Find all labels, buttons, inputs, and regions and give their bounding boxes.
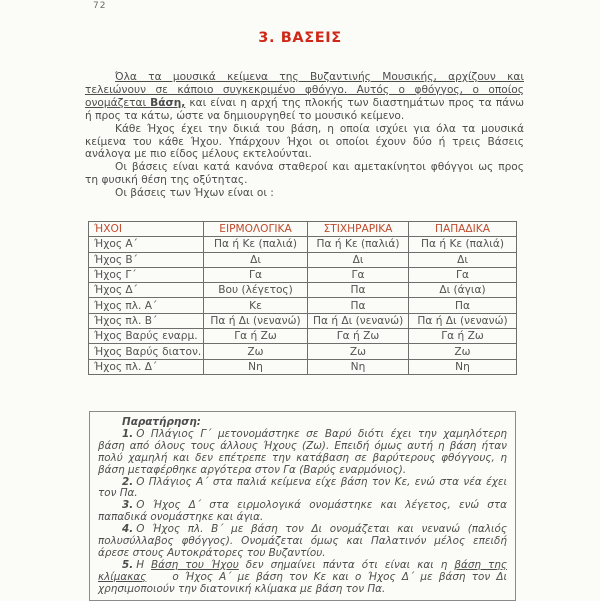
table-cell: Ήχος Βαρύς διατον. bbox=[89, 344, 204, 359]
table-cell: Ήχος Δ΄ bbox=[89, 283, 204, 298]
table-cell: Πα ή Κε (παλιά) bbox=[204, 237, 308, 252]
table-cell: Ήχος πλ. Δ΄ bbox=[89, 359, 204, 374]
table-cell: Πα bbox=[308, 298, 409, 313]
underlined-phrase: Βάση του Ήχου bbox=[151, 558, 239, 571]
table-row bbox=[89, 313, 517, 328]
note-item-text: δεν σημαίνει πάντα ότι είναι και η bbox=[238, 558, 455, 571]
table-cell: Ήχος Β΄ bbox=[89, 252, 204, 267]
table-cell: Γα bbox=[308, 267, 409, 282]
note-item-text: Η bbox=[136, 558, 152, 571]
table-cell: Πα ή Δι (νενανώ) bbox=[204, 313, 308, 328]
header-stichirarika: ΣΤΙΧΗΡΑΡΙΚΑ bbox=[308, 222, 409, 237]
table-row bbox=[89, 252, 517, 267]
table-cell: Νη bbox=[308, 359, 409, 374]
table-cell: Δι bbox=[204, 252, 308, 267]
table-cell: Νη bbox=[204, 359, 308, 374]
table-cell: Πα ή Δι (νενανώ) bbox=[308, 313, 409, 328]
table-cell: Δι bbox=[308, 252, 409, 267]
page-number: 72 bbox=[93, 1, 107, 11]
table-cell: Γα ή Ζω bbox=[204, 329, 308, 344]
table-row bbox=[89, 329, 517, 344]
table-cell: Ήχος Γ΄ bbox=[89, 267, 204, 282]
paragraph-1-rest: και είναι η αρχή της πλοκής των διαστημάτων προς τα πάνω ή προς τα κάτω, ώστε να δημιουργηθεί το μουσικό κείμενο. bbox=[85, 96, 525, 122]
table-header-row bbox=[89, 222, 517, 237]
table-cell: Πα ή Δι (νενανώ) bbox=[409, 313, 517, 328]
note-item-text: Ο Ήχος πλ. Β΄ με βάση τον Δι ονομάζεται και νενανώ (παλιός πολυσύλλαβος φθόγγος). Ονομάζεται όμως και Παλατινόν μέλος επειδή άρεσε στους Αυτοκράτορες του Βυζαντίου. bbox=[98, 523, 507, 559]
table-cell: Γα ή Ζω bbox=[409, 329, 517, 344]
header-ichoi: ΉΧΟΙ bbox=[89, 222, 204, 237]
note-item-number: 3. bbox=[122, 499, 134, 512]
note-item-4 bbox=[98, 524, 507, 560]
intro-paragraphs bbox=[85, 71, 524, 200]
table-cell: Πα ή Κε (παλιά) bbox=[409, 237, 517, 252]
note-item-text: Ο Ήχος Δ΄ στα ειρμολογικά ονομάστηκε και λέγετος, ενώ στα παπαδικά ονομάστηκε και άγια. bbox=[98, 499, 507, 524]
table-cell: Δι bbox=[409, 252, 517, 267]
note-title: Παρατήρηση: bbox=[122, 416, 201, 428]
table-cell: Πα ή Κε (παλιά) bbox=[308, 237, 409, 252]
note-item-2 bbox=[98, 477, 507, 501]
table-cell: Ήχος πλ. Α΄ bbox=[89, 298, 204, 313]
page-title: 3. ΒΑΣΕΙΣ bbox=[258, 30, 342, 46]
table-cell: Δι (άγια) bbox=[409, 283, 517, 298]
note-item-1 bbox=[98, 429, 507, 477]
table-cell: Κε bbox=[204, 298, 308, 313]
note-item-number: 1. bbox=[122, 427, 134, 440]
table-row bbox=[89, 298, 517, 313]
table-row bbox=[89, 344, 517, 359]
table-row bbox=[89, 283, 517, 298]
note-item-5 bbox=[98, 560, 507, 596]
table-cell: Ζω bbox=[308, 344, 409, 359]
note-item-text: Ο Πλάγιος Α΄ στα παλιά κείμενα είχε βάση τον Κε, ενώ στα νέα έχει τον Πα. bbox=[98, 475, 507, 500]
paragraph-4: Οι βάσεις των Ήχων είναι οι : bbox=[115, 187, 274, 200]
table-cell: Ήχος Βαρύς εναρμ. bbox=[89, 329, 204, 344]
table-cell: Ήχος Α΄ bbox=[89, 237, 204, 252]
underlined-phrase: βάση της κλίμακας bbox=[98, 558, 507, 583]
table-row bbox=[89, 359, 517, 374]
table-cell: Ζω bbox=[204, 344, 308, 359]
header-eirmologika: ΕΙΡΜΟΛΟΓΙΚΑ bbox=[204, 222, 308, 237]
table-cell: Γα ή Ζω bbox=[308, 329, 409, 344]
note-item-number: 4. bbox=[122, 523, 134, 536]
keyword-basi: Βάση, bbox=[150, 96, 186, 109]
paragraph-1 bbox=[85, 71, 524, 123]
note-item-number: 2. bbox=[122, 475, 134, 488]
table-cell: Νη bbox=[409, 359, 517, 374]
table-cell: Ζω bbox=[409, 344, 517, 359]
underlined-text: Όλα τα μουσικά κείμενα της Βυζαντινής Μουσικής, αρχίζουν και τελειώνουν σε κάποιο συγκεκριμένο φθόγγο. Αυτός ο φθόγγος, ο οποίος ονομάζεται bbox=[85, 71, 524, 109]
paragraph-3: Οι βάσεις είναι κατά κανόνα σταθεροί και αμετακίνητοι φθόγγοι ως προς τη φυσική θέση της οξύτητας. bbox=[85, 161, 524, 187]
note-box bbox=[89, 411, 516, 601]
header-papadika: ΠΑΠΑΔΙΚΑ bbox=[409, 222, 517, 237]
table-cell: Ήχος πλ. Β΄ bbox=[89, 313, 204, 328]
bases-table bbox=[88, 221, 517, 375]
table-cell: Πα bbox=[308, 283, 409, 298]
note-item-text: ο Ήχος Α΄ με βάση τον Κε και ο Ήχος Δ΄ με βάση τον Δι χρησιμοποιούν την διατονική κλίμακα με βάση τον Πα. bbox=[98, 570, 507, 595]
note-item-3 bbox=[98, 500, 507, 524]
note-item-text: Ο Πλάγιος Γ΄ μετονομάστηκε σε Βαρύ διότι έχει την χαμηλότερη βάση από όλους τους άλλους Ήχους (Ζω). Επειδή όμως αυτή η βάση ήταν πολύ χαμηλή και δεν επέτρεπε την κατάβαση σε βαρύτερους φθόγγους, η βάση μεταφέρθηκε αργότερα στον Γα (Βαρύς εναρμόνιος). bbox=[98, 427, 507, 476]
table-row bbox=[89, 267, 517, 282]
table-cell: Γα bbox=[204, 267, 308, 282]
table-row bbox=[89, 237, 517, 252]
note-item-number: 5. bbox=[122, 558, 134, 571]
table-cell: Πα bbox=[409, 298, 517, 313]
paragraph-2: Κάθε Ήχος έχει την δικιά του βάση, η οποία ισχύει για όλα τα μουσικά κείμενα του κάθε Ήχου. Υπάρχουν Ήχοι οι οποίοι έχουν δύο ή τρεις Βάσεις ανάλογα με πιο είδος μέλους εκτελούνται. bbox=[85, 122, 524, 161]
table-cell: Γα bbox=[409, 267, 517, 282]
table-cell: Βου (λέγετος) bbox=[204, 283, 308, 298]
